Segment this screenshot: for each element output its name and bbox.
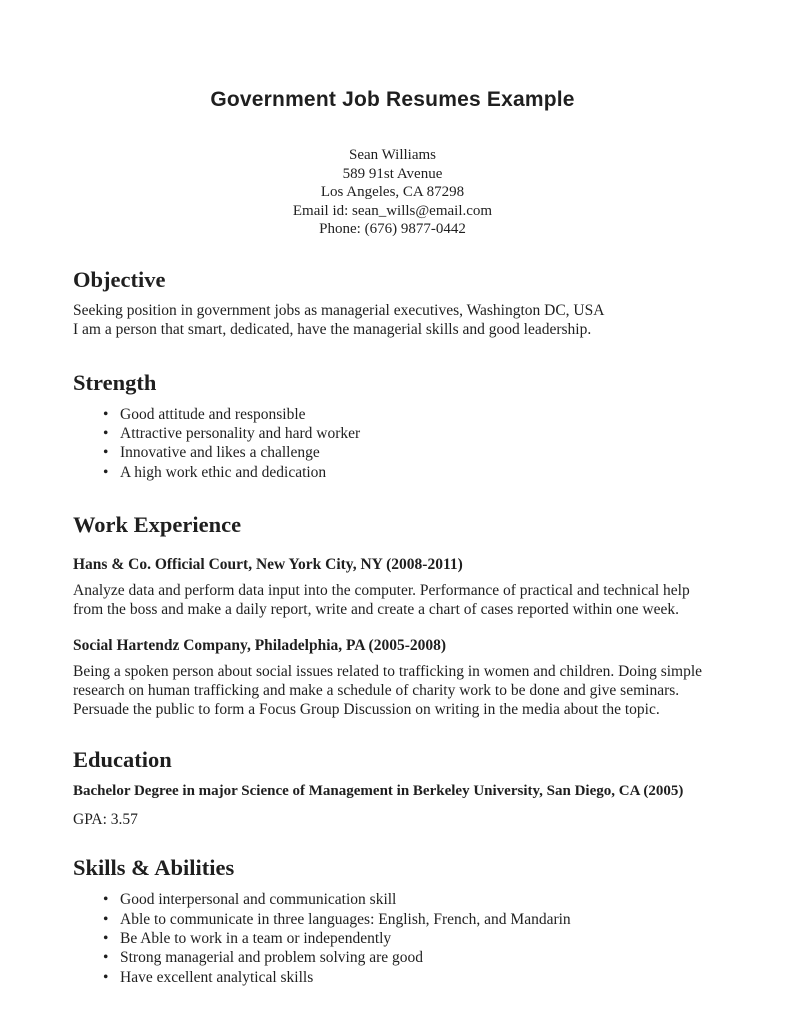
list-item: • Good attitude and responsible [73, 405, 712, 424]
strength-heading: Strength [73, 369, 157, 395]
objective-line-2: I am a person that smart, dedicated, have the managerial skills and good leadership. [73, 320, 592, 338]
list-item: • A high work ethic and dedication [73, 463, 712, 482]
education-heading: Education [73, 747, 172, 773]
skills-heading: Skills & Abilities [73, 855, 235, 881]
contact-address-line2: Los Angeles, CA 87298 [320, 184, 465, 200]
job-title: Social Hartendz Company, Philadelphia, PA (2005-2008) [73, 637, 447, 655]
contact-phone: Phone: (676) 9877-0442 [319, 221, 466, 237]
job-entry [73, 636, 712, 719]
objective-heading: Objective [73, 266, 166, 292]
contact-block [73, 146, 712, 239]
objective-text [73, 301, 712, 339]
strength-list [73, 405, 712, 483]
objective-line-1: Seeking position in government jobs as managerial executives, Washington DC, USA [73, 301, 605, 319]
job-title: Hans & Co. Official Court, New York City, NY (2008-2011) [73, 556, 463, 574]
contact-email: Email id: sean_wills@email.com [292, 202, 493, 219]
list-item: • Be Able to work in a team or independently [73, 929, 712, 948]
contact-address-line1: 589 91st Avenue [342, 165, 443, 182]
contact-name: Sean Williams [348, 147, 437, 163]
job-description: Analyze data and perform data input into the computer. Performance of practical and technical help from the boss and make a daily report, write and create a chart of cases reported within one week. [73, 582, 690, 619]
list-item: • Able to communicate in three languages: English, French, and Mandarin [73, 910, 712, 929]
list-item: • Have excellent analytical skills [73, 968, 712, 987]
job-description: Being a spoken person about social issues related to trafficking in women and children. Doing simple research on human trafficking and make a schedule of charity work to be done and give seminars. Persuade the public to form a Focus Group Discussion on writing in the media about the topic. [73, 663, 703, 719]
job-entry [73, 555, 712, 619]
education-gpa: GPA: 3.57 [73, 811, 138, 829]
list-item: • Strong managerial and problem solving are good [73, 948, 712, 967]
list-item: • Attractive personality and hard worker [73, 424, 712, 443]
work-experience-heading: Work Experience [73, 512, 242, 538]
list-item: • Innovative and likes a challenge [73, 443, 712, 462]
document-title: Government Job Resumes Example [210, 88, 575, 111]
list-item: • Good interpersonal and communication skill [73, 890, 712, 909]
education-degree: Bachelor Degree in major Science of Management in Berkeley University, San Diego, CA (2005) [73, 783, 684, 800]
skills-list [73, 890, 712, 987]
